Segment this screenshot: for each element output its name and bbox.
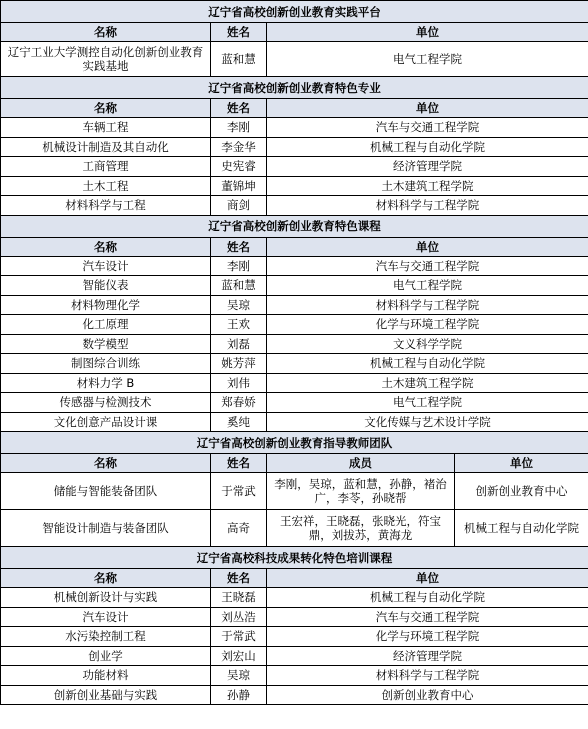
- header-members: 成员: [267, 454, 455, 473]
- section-title: 辽宁省高校创新创业教育实践平台: [1, 1, 588, 23]
- cell-unit: 机械工程与自动化学院: [455, 510, 588, 547]
- cell-unit: 文义科学学院: [267, 334, 588, 354]
- cell-person: 孙静: [211, 685, 267, 705]
- cell-name: 文化创意产品设计课: [1, 412, 211, 432]
- header-person: 姓名: [211, 99, 267, 118]
- cell-unit: 电气工程学院: [267, 42, 588, 77]
- cell-name: 化工原理: [1, 315, 211, 335]
- table-row: [1, 196, 588, 216]
- cell-name: 数学模型: [1, 334, 211, 354]
- cell-person: 高奇: [211, 510, 267, 547]
- cell-unit: 机械工程与自动化学院: [267, 137, 588, 157]
- cell-unit: 材料科学与工程学院: [267, 295, 588, 315]
- header-name: 名称: [1, 569, 211, 588]
- cell-person: 吴琼: [211, 295, 267, 315]
- cell-unit: 汽车与交通工程学院: [267, 607, 588, 627]
- cell-name: 材料科学与工程: [1, 196, 211, 216]
- cell-person: 于常武: [211, 473, 267, 510]
- cell-name: 材料物理化学: [1, 295, 211, 315]
- cell-unit: 汽车与交通工程学院: [267, 118, 588, 138]
- cell-name: 工商管理: [1, 157, 211, 177]
- cell-unit: 汽车与交通工程学院: [267, 256, 588, 276]
- cell-person: 商剑: [211, 196, 267, 216]
- header-row: [1, 454, 588, 473]
- table-row: [1, 666, 588, 686]
- table-row: [1, 412, 588, 432]
- cell-name: 创新创业基础与实践: [1, 685, 211, 705]
- section-title-row: [1, 432, 588, 454]
- section-title: 辽宁省高校科技成果转化特色培训课程: [1, 547, 588, 569]
- cell-name: 储能与智能装备团队: [1, 473, 211, 510]
- cell-name: 功能材料: [1, 666, 211, 686]
- cell-unit: 机械工程与自动化学院: [267, 588, 588, 608]
- cell-unit: 经济管理学院: [267, 646, 588, 666]
- cell-unit: 化学与环境工程学院: [267, 627, 588, 647]
- cell-name: 智能设计制造与装备团队: [1, 510, 211, 547]
- cell-name: 汽车设计: [1, 256, 211, 276]
- cell-unit: 创新创业教育中心: [267, 685, 588, 705]
- section-title-row: [1, 77, 588, 99]
- header-unit: 单位: [455, 454, 588, 473]
- header-row: [1, 23, 588, 42]
- table-row: [1, 607, 588, 627]
- cell-unit: 电气工程学院: [267, 393, 588, 413]
- cell-unit: 经济管理学院: [267, 157, 588, 177]
- header-row: [1, 569, 588, 588]
- table-row: [1, 176, 588, 196]
- cell-person: 李金华: [211, 137, 267, 157]
- cell-name: 机械创新设计与实践: [1, 588, 211, 608]
- table-row: [1, 510, 588, 547]
- cell-name: 智能仪表: [1, 276, 211, 296]
- table-row: [1, 137, 588, 157]
- cell-unit: 土木建筑工程学院: [267, 373, 588, 393]
- header-name: 名称: [1, 454, 211, 473]
- section-title: 辽宁省高校创新创业教育指导教师团队: [1, 432, 588, 454]
- table-row: [1, 157, 588, 177]
- table-row: [1, 315, 588, 335]
- table-row: [1, 685, 588, 705]
- cell-person: 于常武: [211, 627, 267, 647]
- cell-person: 刘磊: [211, 334, 267, 354]
- header-name: 名称: [1, 23, 211, 42]
- cell-person: 郑春娇: [211, 393, 267, 413]
- cell-unit: 土木建筑工程学院: [267, 176, 588, 196]
- cell-unit: 化学与环境工程学院: [267, 315, 588, 335]
- cell-person: 吴琼: [211, 666, 267, 686]
- section-title: 辽宁省高校创新创业教育特色专业: [1, 77, 588, 99]
- header-person: 姓名: [211, 454, 267, 473]
- table-row: [1, 373, 588, 393]
- cell-person: 王欢: [211, 315, 267, 335]
- header-name: 名称: [1, 237, 211, 256]
- cell-unit: 材料科学与工程学院: [267, 666, 588, 686]
- table-row: [1, 334, 588, 354]
- cell-person: 刘伟: [211, 373, 267, 393]
- cell-name: 创业学: [1, 646, 211, 666]
- cell-person: 奚纯: [211, 412, 267, 432]
- table-row: [1, 588, 588, 608]
- table-row: [1, 256, 588, 276]
- cell-unit: 电气工程学院: [267, 276, 588, 296]
- header-name: 名称: [1, 99, 211, 118]
- header-person: 姓名: [211, 23, 267, 42]
- table-row: [1, 118, 588, 138]
- header-unit: 单位: [267, 99, 588, 118]
- table-row: [1, 295, 588, 315]
- cell-person: 刘丛浩: [211, 607, 267, 627]
- cell-name: 辽宁工业大学测控自动化创新创业教育实践基地: [1, 42, 211, 77]
- cell-name: 制图综合训练: [1, 354, 211, 374]
- section-title-row: [1, 547, 588, 569]
- cell-person: 刘宏山: [211, 646, 267, 666]
- table-row: [1, 627, 588, 647]
- header-unit: 单位: [267, 237, 588, 256]
- cell-person: 史宪睿: [211, 157, 267, 177]
- section-title-row: [1, 215, 588, 237]
- header-unit: 单位: [267, 23, 588, 42]
- header-row: [1, 237, 588, 256]
- header-person: 姓名: [211, 237, 267, 256]
- cell-person: 王晓磊: [211, 588, 267, 608]
- cell-unit: 创新创业教育中心: [455, 473, 588, 510]
- header-row: [1, 99, 588, 118]
- cell-person: 姚芳萍: [211, 354, 267, 374]
- cell-name: 车辆工程: [1, 118, 211, 138]
- header-unit: 单位: [267, 569, 588, 588]
- table-row: [1, 354, 588, 374]
- table-row: [1, 473, 588, 510]
- cell-unit: 机械工程与自动化学院: [267, 354, 588, 374]
- table-row: [1, 42, 588, 77]
- cell-person: 李刚: [211, 256, 267, 276]
- cell-unit: 文化传媒与艺术设计学院: [267, 412, 588, 432]
- cell-name: 材料力学 B: [1, 373, 211, 393]
- cell-name: 机械设计制造及其自动化: [1, 137, 211, 157]
- cell-person: 蓝和慧: [211, 276, 267, 296]
- table-row: [1, 276, 588, 296]
- cell-person: 李刚: [211, 118, 267, 138]
- cell-name: 传感器与检测技术: [1, 393, 211, 413]
- cell-members: 李刚，吴琼，蓝和慧，孙静，褚治广，李苓，孙晓帮: [267, 473, 455, 510]
- section-title-row: [1, 1, 588, 23]
- cell-name: 汽车设计: [1, 607, 211, 627]
- cell-person: 蓝和慧: [211, 42, 267, 77]
- section-title: 辽宁省高校创新创业教育特色课程: [1, 215, 588, 237]
- cell-unit: 材料科学与工程学院: [267, 196, 588, 216]
- header-person: 姓名: [211, 569, 267, 588]
- cell-members: 王宏祥，王晓磊，张晓光，符宝鼎，刘拔苏，黄海龙: [267, 510, 455, 547]
- cell-name: 土木工程: [1, 176, 211, 196]
- table-row: [1, 393, 588, 413]
- cell-person: 董锦坤: [211, 176, 267, 196]
- table-row: [1, 646, 588, 666]
- cell-name: 水污染控制工程: [1, 627, 211, 647]
